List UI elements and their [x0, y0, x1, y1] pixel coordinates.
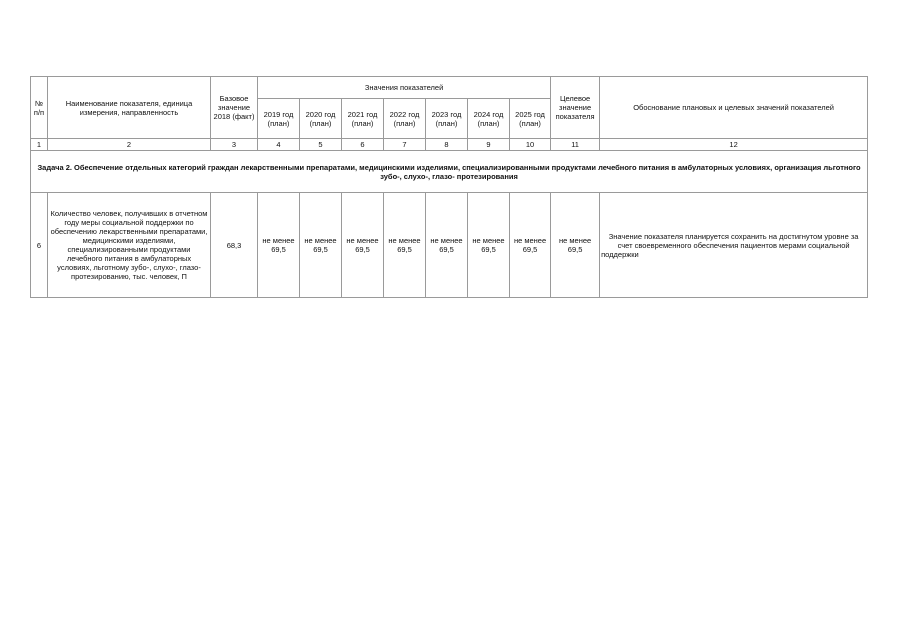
header-values-group: Значения показателей [258, 77, 551, 99]
header-year-2021: 2021 год (план) [342, 99, 384, 139]
header-row-top [31, 77, 868, 99]
column-number: 3 [211, 139, 258, 151]
header-year-2023: 2023 год (план) [426, 99, 468, 139]
row-value-2022: не менее 69,5 [384, 193, 426, 298]
column-number: 4 [258, 139, 300, 151]
header-justification: Обоснование плановых и целевых значений показателей [600, 77, 868, 139]
row-value-2023: не менее 69,5 [426, 193, 468, 298]
indicators-table [30, 76, 868, 298]
row-target-value: не менее 69,5 [551, 193, 600, 298]
row-value-2024: не менее 69,5 [468, 193, 510, 298]
table-row [31, 193, 868, 298]
column-number: 2 [48, 139, 211, 151]
header-num: № п/п [31, 77, 48, 139]
column-number: 8 [426, 139, 468, 151]
column-number: 6 [342, 139, 384, 151]
row-value-2020: не менее 69,5 [300, 193, 342, 298]
column-number: 1 [31, 139, 48, 151]
header-indicator-name: Наименование показателя, единица измерения, направленность [48, 77, 211, 139]
column-number: 11 [551, 139, 600, 151]
task-heading: Задача 2. Обеспечение отдельных категорий граждан лекарственными препаратами, медицинскими изделиями, специализированными продуктами лечебного питания в амбулаторных условиях, организация льготного зубо-, слухо-, глазо- протезирования [31, 151, 868, 193]
column-number: 12 [600, 139, 868, 151]
header-target-value: Целевое значение показателя [551, 77, 600, 139]
column-number-row [31, 139, 868, 151]
header-year-2025: 2025 год (план) [510, 99, 551, 139]
row-value-2019: не менее 69,5 [258, 193, 300, 298]
header-year-2022: 2022 год (план) [384, 99, 426, 139]
task-row [31, 151, 868, 193]
header-year-2020: 2020 год (план) [300, 99, 342, 139]
row-num: 6 [31, 193, 48, 298]
column-number: 9 [468, 139, 510, 151]
column-number: 5 [300, 139, 342, 151]
row-value-2025: не менее 69,5 [510, 193, 551, 298]
row-base-value: 68,3 [211, 193, 258, 298]
column-number: 10 [510, 139, 551, 151]
header-year-2024: 2024 год (план) [468, 99, 510, 139]
row-justification: Значение показателя планируется сохранить на достигнутом уровне за счет своевременного обеспечения пациентов мерами социальной поддержки [600, 193, 868, 298]
header-year-2019: 2019 год (план) [258, 99, 300, 139]
header-base-value: Базовое значение 2018 (факт) [211, 77, 258, 139]
row-indicator-name: Количество человек, получивших в отчетном году меры социальной поддержки по обеспечению лекарственными препаратами, медицинскими изделиями, специализированными продуктами лечебного питания в амбулаторных условиях, льготному зубо-, слухо-, глазо- протезированию, тыс. человек, П [48, 193, 211, 298]
row-value-2021: не менее 69,5 [342, 193, 384, 298]
column-number: 7 [384, 139, 426, 151]
